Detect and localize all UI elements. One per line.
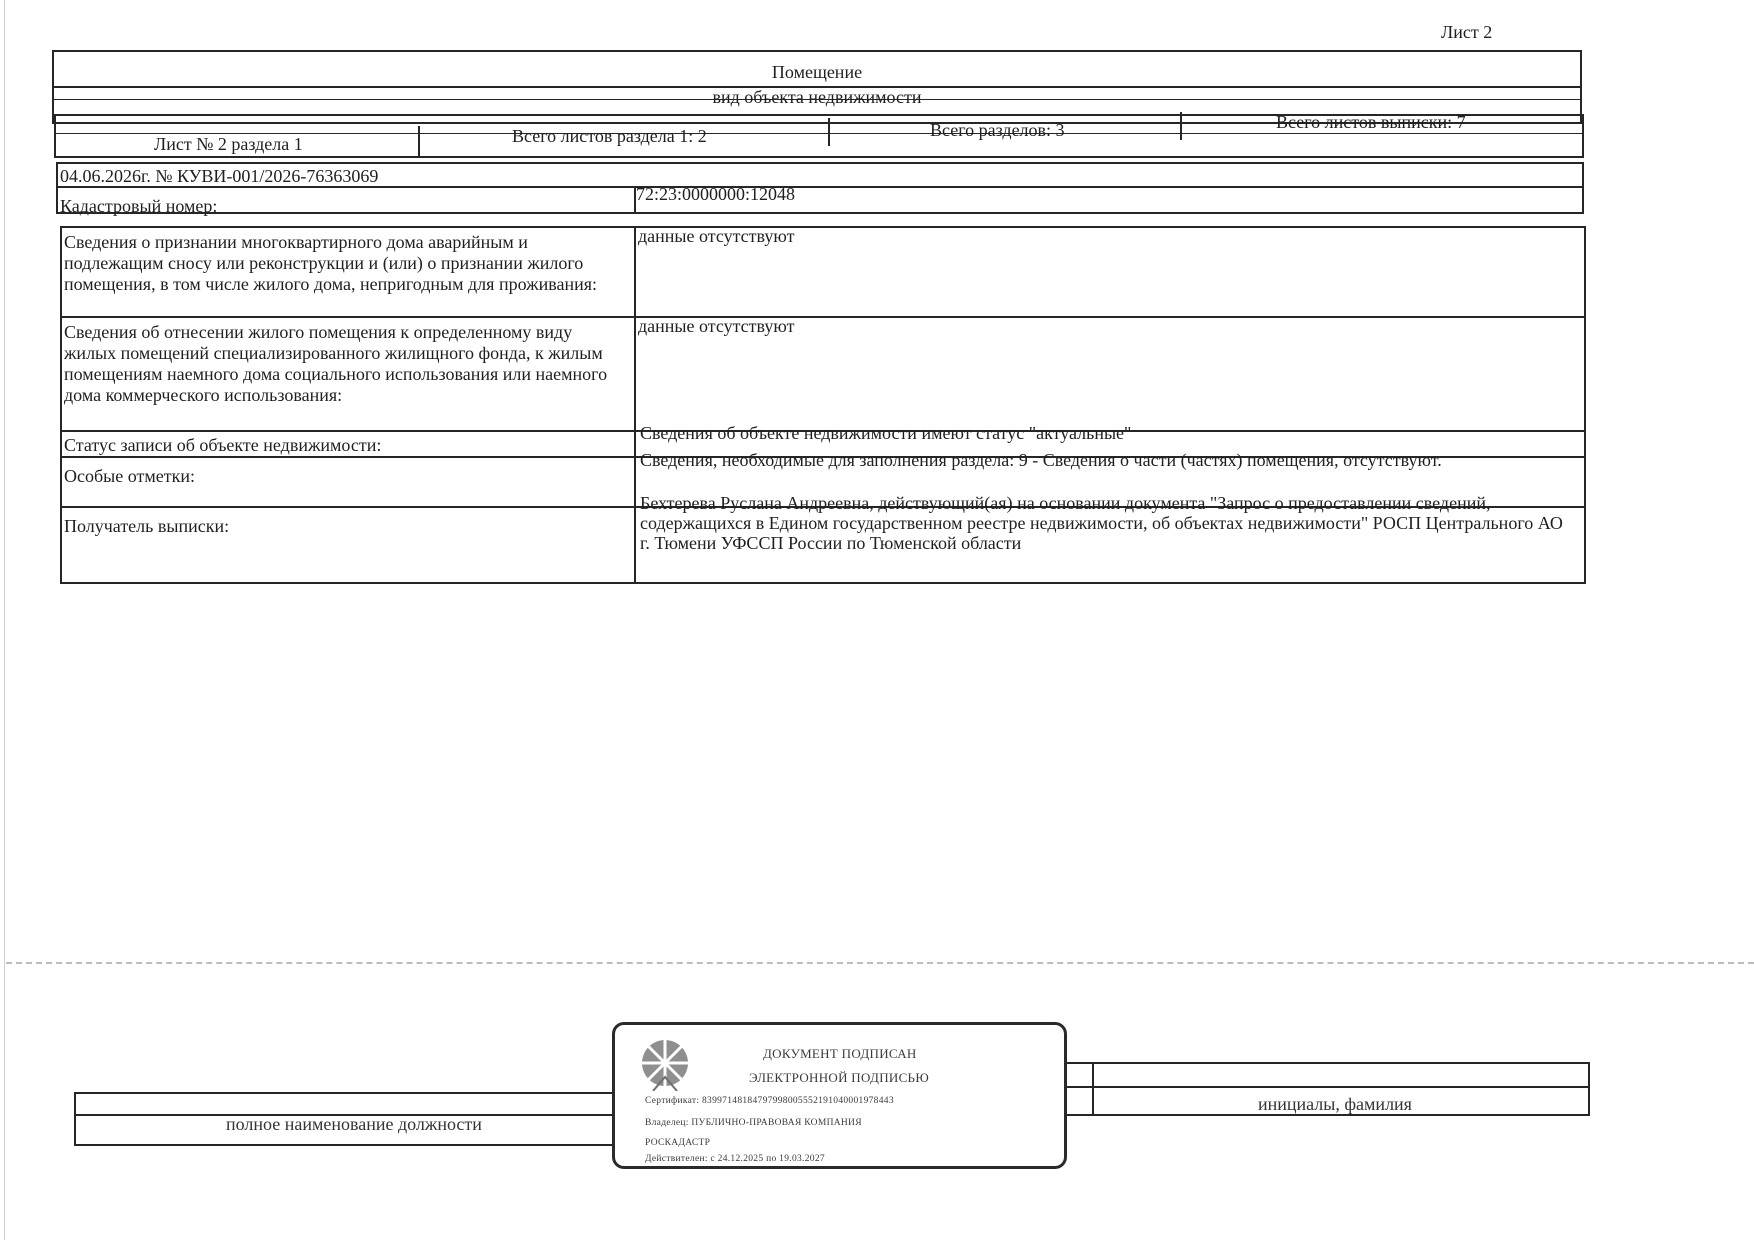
position-caption: полное наименование должности — [226, 1114, 482, 1134]
stamp-owner-1: Владелец: ПУБЛИЧНО-ПРАВОВАЯ КОМПАНИЯ — [645, 1118, 862, 1128]
sheet-of-section: Лист № 2 раздела 1 — [154, 134, 303, 154]
scan-edge — [4, 0, 5, 1240]
details-row-divider-1 — [60, 316, 1586, 318]
counts-divider-3 — [1180, 112, 1182, 140]
details-row-4-value: Сведения, необходимые для заполнения раздела: 9 - Сведения о части (частях) помещения, отсутствуют. — [640, 450, 1442, 470]
object-type-caption: вид объекта недвижимости — [712, 87, 922, 107]
stamp-line-2: ЭЛЕКТРОННОЙ ПОДПИСЬЮ — [749, 1070, 929, 1085]
cadastral-value: 72:23:0000000:12048 — [636, 184, 796, 204]
signature-right-divider — [1092, 1062, 1094, 1116]
sheet-label: Лист 2 — [1441, 22, 1493, 42]
counts-divider-1 — [418, 126, 420, 156]
details-row-1-value: данные отсутствуют — [638, 226, 795, 246]
name-caption: инициалы, фамилия — [1258, 1094, 1412, 1114]
details-row-1-label: Сведения о признании многоквартирного дома аварийным и подлежащим сносу или реконструкции и (или) о признании жилого помещения, в том числе жилого дома, непригодным для проживания: — [64, 232, 597, 294]
total-sections: Всего разделов: 3 — [930, 120, 1065, 140]
roskadastr-logo-icon — [639, 1037, 691, 1091]
e-signature-stamp — [612, 1022, 1067, 1169]
total-sheets-section: Всего листов раздела 1: 2 — [512, 126, 707, 146]
details-row-2-label: Сведения об отнесении жилого помещения к определенному виду жилых помещений специализированного жилищного фонда, к жилым помещениям наемного дома социального использования или наемного дома коммерческого использования: — [64, 322, 608, 405]
signature-right-line — [1060, 1086, 1590, 1088]
details-row-5-value: Бехтерева Руслана Андреевна, действующий(ая) на основании документа "Запрос о предоставлении сведений, содержащихся в Едином государственном реестре недвижимости, об объектах недвижимости" РОСП Центрального АО г. Тюмени УФССП России по Тюменской области — [640, 493, 1563, 553]
details-row-5-label: Получатель выписки: — [64, 516, 230, 536]
extract-ref: 04.06.2026г. № КУВИ-001/2026-76363069 — [60, 166, 379, 186]
object-type: Помещение — [771, 62, 863, 82]
fold-line — [6, 962, 1754, 964]
stamp-valid: Действителен: с 24.12.2025 по 19.03.2027 — [645, 1154, 825, 1164]
details-row-2-value: данные отсутствуют — [638, 316, 795, 336]
details-row-3-label: Статус записи об объекте недвижимости: — [64, 435, 382, 455]
stamp-certificate: Сертификат: 83997148184797998005552191040001978443 — [645, 1096, 894, 1106]
stamp-owner-2: РОСКАДАСТР — [645, 1138, 711, 1148]
cadastral-label: Кадастровый номер: — [60, 196, 218, 216]
stamp-line-1: ДОКУМЕНТ ПОДПИСАН — [763, 1046, 917, 1061]
details-col-divider — [634, 226, 636, 584]
total-sheets-extract: Всего листов выписки: 7 — [1276, 112, 1466, 132]
details-row-4-label: Особые отметки: — [64, 466, 195, 486]
details-row-3-value: Сведения об объекте недвижимости имеют статус "актуальные" — [640, 423, 1132, 443]
counts-divider-2 — [828, 118, 830, 146]
extract-ref-divider — [56, 186, 1584, 188]
